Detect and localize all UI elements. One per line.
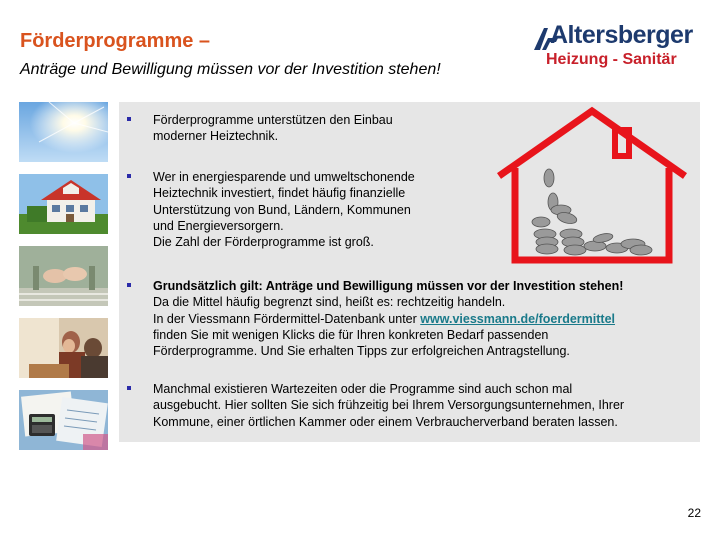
bullet-3-line-3 bbox=[153, 311, 698, 327]
relaxing-feet-photo bbox=[19, 246, 108, 306]
couple-at-table-photo bbox=[19, 318, 108, 378]
foerdermittel-link[interactable]: www.viessmann.de/foerdermittel bbox=[420, 311, 615, 326]
bullet-3-text bbox=[153, 278, 698, 359]
bullet-marker bbox=[127, 174, 131, 178]
house-coins-illustration bbox=[497, 106, 687, 268]
bullet-1-text: Förderprogramme unterstützen den Einbau moderner Heiztechnik. bbox=[153, 113, 393, 144]
bullet-3-bold-line: Grundsätzlich gilt: Anträge und Bewilligung müssen vor der Investition stehen! bbox=[153, 279, 624, 293]
sun-sky-photo bbox=[19, 102, 108, 162]
slide-title: Förderprogramme – bbox=[20, 30, 211, 52]
house-photo bbox=[19, 174, 108, 234]
calculator-documents-photo bbox=[19, 390, 108, 450]
bullet-3-rest: finden Sie mit wenigen Klicks die für Ihren konkreten Bedarf passenden Förderprogramme. Und Sie erhalten Tipps zur erfolgreichen Antragstellung. bbox=[153, 327, 570, 359]
slide-subtitle: Anträge und Bewilligung müssen vor der Investition stehen! bbox=[20, 61, 441, 78]
page-number: 22 bbox=[687, 506, 701, 520]
bullet-2-text: Wer in energiesparende und umweltschonende Heiztechnik investiert, findet häufig finanzielle Unterstützung von Bund, Ländern, Kommunen und Energieversorgern. Die Zahl der Förderprogramme ist groß. bbox=[153, 170, 415, 250]
logo-name: Altersberger bbox=[550, 21, 693, 49]
logo-tagline: Heizung - Sanitär bbox=[546, 51, 677, 68]
bullet-4-text: Manchmal existieren Wartezeiten oder die Programme sind auch schon mal ausgebucht. Hier sollten Sie sich frühzeitig bei Ihrem Versorgungsunternehmen, Ihrer Kommune, einer örtlichen Kammer oder einem Verbraucherverband beraten lassen. bbox=[153, 382, 625, 429]
bullet-3-link-prefix: In der Viessmann Fördermittel-Datenbank unter bbox=[153, 311, 421, 326]
content-panel bbox=[119, 102, 700, 442]
bullet-marker bbox=[127, 386, 131, 390]
bullet-marker bbox=[127, 283, 131, 287]
company-logo bbox=[532, 21, 707, 74]
bullet-3-line-2: Da die Mittel häufig begrenzt sind, heißt es: rechtzeitig handeln. bbox=[153, 295, 506, 310]
bullet-marker bbox=[127, 117, 131, 121]
